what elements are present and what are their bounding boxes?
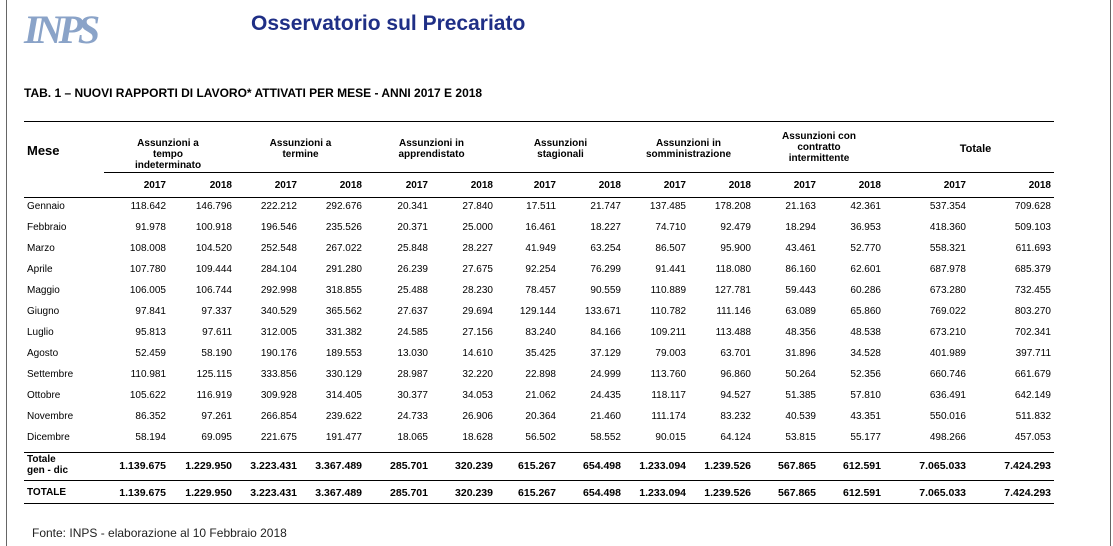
table-cell: 91.441 [655, 264, 686, 275]
month-label: Luglio [27, 327, 54, 338]
table-rule [24, 121, 1054, 122]
table-cell: 24.733 [397, 411, 428, 422]
table-cell: 76.299 [590, 264, 621, 275]
table-cell: 51.385 [785, 390, 816, 401]
table-cell: 27.840 [462, 201, 493, 212]
table-cell: 37.129 [590, 348, 621, 359]
table-cell: 106.744 [195, 285, 232, 296]
inps-logo: INPS [24, 7, 96, 52]
table-cell: 291.280 [325, 264, 362, 275]
table-cell: 106.005 [129, 285, 166, 296]
table-cell: 125.115 [196, 369, 232, 380]
table-cell: 110.782 [650, 306, 686, 317]
total-cell: 1.239.526 [704, 487, 751, 499]
table-cell: 558.321 [929, 243, 966, 254]
total-gen-dic-cell: 567.865 [778, 460, 816, 472]
table-cell: 34.528 [850, 348, 881, 359]
table-cell: 511.832 [1015, 411, 1051, 422]
group-header: Assunzioni a termine [269, 138, 332, 160]
table-cell: 63.254 [590, 243, 621, 254]
table-cell: 78.457 [525, 285, 556, 296]
table-cell: 28.230 [462, 285, 493, 296]
total-gen-dic-cell: 7.424.293 [1004, 460, 1051, 472]
table-rule [24, 452, 1054, 453]
table-rule [104, 172, 1054, 173]
month-label: Dicembre [27, 432, 70, 443]
table-cell: 65.860 [850, 306, 881, 317]
table-title: TAB. 1 – NUOVI RAPPORTI DI LAVORO* ATTIVATI PER MESE - ANNI 2017 E 2018 [24, 86, 483, 100]
table-cell: 457.053 [1014, 432, 1051, 443]
table-rule [24, 480, 1054, 481]
table-cell: 26.239 [397, 264, 428, 275]
total-cell: 320.239 [455, 487, 493, 499]
table-cell: 267.022 [325, 243, 362, 254]
month-label: Agosto [27, 348, 59, 359]
table-cell: 58.190 [201, 348, 232, 359]
table-cell: 239.622 [325, 411, 362, 422]
table-cell: 18.227 [590, 222, 621, 233]
table-cell: 91.978 [135, 222, 166, 233]
table-cell: 314.405 [325, 390, 362, 401]
table-cell: 64.124 [720, 432, 751, 443]
month-label: Giugno [27, 306, 60, 317]
month-label: Ottobre [27, 390, 61, 401]
table-cell: 18.628 [462, 432, 493, 443]
year-header: 2018 [728, 180, 751, 191]
table-cell: 25.000 [462, 222, 493, 233]
table-cell: 537.354 [929, 201, 966, 212]
table-cell: 95.900 [720, 243, 751, 254]
year-header: 2017 [533, 180, 556, 191]
table-cell: 111.174 [651, 411, 686, 422]
table-cell: 418.360 [929, 222, 966, 233]
table-cell: 35.425 [525, 348, 556, 359]
group-header: Assunzioni in apprendistato [398, 138, 465, 160]
table-cell: 190.176 [260, 348, 297, 359]
table-cell: 110.889 [650, 285, 686, 296]
table-cell: 63.089 [785, 306, 816, 317]
table-cell: 62.601 [850, 264, 881, 275]
total-cell: 1.139.675 [119, 487, 166, 499]
total-gen-dic-cell: 3.223.431 [250, 460, 297, 472]
table-cell: 25.488 [397, 285, 428, 296]
total-cell: 7.065.033 [919, 487, 966, 499]
table-cell: 52.770 [850, 243, 881, 254]
table-cell: 252.548 [260, 243, 297, 254]
table-cell: 55.177 [850, 432, 881, 443]
table-cell: 292.998 [260, 285, 297, 296]
table-cell: 29.694 [462, 306, 493, 317]
total-gen-dic-cell: 1.239.526 [704, 460, 751, 472]
month-label: Maggio [27, 285, 60, 296]
table-cell: 266.854 [260, 411, 297, 422]
table-cell: 24.435 [590, 390, 621, 401]
table-cell: 191.477 [325, 432, 362, 443]
table-cell: 48.356 [785, 327, 816, 338]
table-cell: 53.815 [785, 432, 816, 443]
table-cell: 330.129 [325, 369, 362, 380]
total-label: TOTALE [27, 487, 67, 498]
table-cell: 31.896 [785, 348, 816, 359]
table-cell: 27.637 [397, 306, 428, 317]
table-cell: 550.016 [929, 411, 966, 422]
table-cell: 222.212 [260, 201, 297, 212]
table-cell: 709.628 [1014, 201, 1051, 212]
total-cell: 3.223.431 [250, 487, 297, 499]
table-cell: 74.710 [655, 222, 686, 233]
table-cell: 116.919 [196, 390, 232, 401]
year-header: 2017 [663, 180, 686, 191]
table-cell: 97.611 [202, 327, 232, 338]
table-cell: 104.520 [195, 243, 232, 254]
table-cell: 105.622 [129, 390, 166, 401]
table-cell: 687.978 [929, 264, 966, 275]
table-cell: 63.701 [720, 348, 751, 359]
month-label: Gennaio [27, 201, 65, 212]
table-cell: 769.022 [929, 306, 966, 317]
table-cell: 498.266 [929, 432, 966, 443]
table-cell: 111.146 [716, 306, 751, 317]
table-cell: 24.585 [397, 327, 428, 338]
table-cell: 60.286 [850, 285, 881, 296]
table-cell: 642.149 [1014, 390, 1051, 401]
table-cell: 146.796 [195, 201, 232, 212]
table-cell: 365.562 [325, 306, 362, 317]
total-gen-dic-cell: 1.229.950 [185, 460, 232, 472]
table-cell: 69.095 [201, 432, 232, 443]
table-cell: 20.371 [397, 222, 428, 233]
total-gen-dic-cell: 3.367.489 [315, 460, 362, 472]
table-cell: 509.103 [1014, 222, 1051, 233]
table-cell: 56.502 [525, 432, 556, 443]
year-header: 2018 [209, 180, 232, 191]
table-cell: 284.104 [260, 264, 297, 275]
total-gen-dic-label: gen - dic [27, 465, 69, 476]
table-cell: 59.443 [785, 285, 816, 296]
table-cell: 129.144 [519, 306, 556, 317]
table-cell: 21.460 [590, 411, 621, 422]
group-header: Assunzioni in somministrazione [645, 138, 732, 160]
table-cell: 221.675 [260, 432, 297, 443]
table-cell: 90.559 [590, 285, 621, 296]
table-cell: 636.491 [929, 390, 966, 401]
table-cell: 137.485 [649, 201, 686, 212]
year-header: 2017 [274, 180, 297, 191]
total-cell: 654.498 [583, 487, 621, 499]
year-header: 2018 [1028, 180, 1051, 191]
table-cell: 43.351 [850, 411, 881, 422]
table-cell: 178.208 [714, 201, 751, 212]
table-cell: 58.194 [135, 432, 166, 443]
month-label: Marzo [27, 243, 55, 254]
table-cell: 333.856 [260, 369, 297, 380]
month-label: Settembre [27, 369, 74, 380]
table-cell: 92.479 [720, 222, 751, 233]
table-cell: 189.553 [325, 348, 362, 359]
total-cell: 1.233.094 [639, 487, 686, 499]
year-header: 2017 [793, 180, 816, 191]
table-cell: 50.264 [785, 369, 816, 380]
table-cell: 292.676 [325, 201, 362, 212]
year-header: 2017 [405, 180, 428, 191]
group-header: Totale [959, 143, 992, 155]
table-cell: 673.280 [929, 285, 966, 296]
table-cell: 13.030 [397, 348, 428, 359]
table-cell: 41.949 [525, 243, 556, 254]
table-cell: 107.780 [129, 264, 166, 275]
table-cell: 660.746 [929, 369, 966, 380]
table-cell: 309.928 [260, 390, 297, 401]
total-gen-dic-cell: 320.239 [455, 460, 493, 472]
table-cell: 86.507 [655, 243, 686, 254]
year-header: 2018 [470, 180, 493, 191]
table-cell: 27.675 [462, 264, 493, 275]
table-cell: 28.987 [397, 369, 428, 380]
table-cell: 86.352 [135, 411, 166, 422]
table-cell: 28.227 [462, 243, 493, 254]
table-cell: 109.211 [650, 327, 686, 338]
table-cell: 118.080 [715, 264, 751, 275]
table-cell: 702.341 [1014, 327, 1051, 338]
table-cell: 86.160 [785, 264, 816, 275]
month-column-header: Mese [27, 143, 60, 158]
table-cell: 95.813 [135, 327, 166, 338]
group-header: Assunzioni stagionali [533, 138, 588, 160]
total-gen-dic-cell: 7.065.033 [919, 460, 966, 472]
table-cell: 83.240 [525, 327, 556, 338]
table-cell: 97.841 [135, 306, 166, 317]
table-rule [24, 503, 1054, 504]
table-cell: 36.953 [850, 222, 881, 233]
table-cell: 21.163 [785, 201, 816, 212]
table-cell: 94.527 [720, 390, 751, 401]
total-gen-dic-cell: 1.139.675 [119, 460, 166, 472]
table-cell: 34.053 [462, 390, 493, 401]
table-cell: 100.918 [195, 222, 232, 233]
total-cell: 612.591 [843, 487, 881, 499]
table-cell: 127.781 [714, 285, 751, 296]
table-cell: 312.005 [260, 327, 297, 338]
table-cell: 14.610 [462, 348, 493, 359]
table-cell: 96.860 [720, 369, 751, 380]
table-cell: 90.015 [655, 432, 686, 443]
table-cell: 685.379 [1014, 264, 1051, 275]
table-cell: 48.538 [850, 327, 881, 338]
total-cell: 3.367.489 [315, 487, 362, 499]
table-cell: 43.461 [785, 243, 816, 254]
table-cell: 25.848 [397, 243, 428, 254]
table-cell: 109.444 [195, 264, 232, 275]
table-cell: 318.855 [325, 285, 362, 296]
month-label: Novembre [27, 411, 74, 422]
table-cell: 97.261 [201, 411, 232, 422]
year-header: 2017 [143, 180, 166, 191]
table-cell: 235.526 [325, 222, 362, 233]
table-cell: 20.341 [397, 201, 428, 212]
page-title: Osservatorio sul Precariato [251, 12, 526, 35]
total-gen-dic-cell: 612.591 [843, 460, 881, 472]
table-cell: 42.361 [850, 201, 881, 212]
table-cell: 340.529 [260, 306, 297, 317]
table-cell: 16.461 [525, 222, 556, 233]
table-cell: 17.511 [526, 201, 556, 212]
total-cell: 1.229.950 [185, 487, 232, 499]
table-cell: 196.546 [260, 222, 297, 233]
year-header: 2018 [858, 180, 881, 191]
total-gen-dic-cell: 654.498 [583, 460, 621, 472]
table-cell: 58.552 [590, 432, 621, 443]
table-cell: 21.062 [525, 390, 556, 401]
table-cell: 803.270 [1014, 306, 1051, 317]
table-cell: 97.337 [201, 306, 232, 317]
table-cell: 21.747 [590, 201, 621, 212]
table-cell: 24.999 [590, 369, 621, 380]
year-header: 2018 [339, 180, 362, 191]
table-cell: 20.364 [525, 411, 556, 422]
total-cell: 567.865 [778, 487, 816, 499]
table-cell: 118.642 [130, 201, 166, 212]
table-cell: 118.117 [651, 390, 686, 401]
group-header: Assunzioni a tempo indeterminato [134, 138, 202, 171]
total-gen-dic-cell: 285.701 [390, 460, 428, 472]
table-cell: 18.294 [785, 222, 816, 233]
table-cell: 84.166 [590, 327, 621, 338]
total-cell: 615.267 [518, 487, 556, 499]
table-cell: 79.003 [655, 348, 686, 359]
table-cell: 27.156 [462, 327, 493, 338]
table-cell: 133.671 [584, 306, 621, 317]
table-cell: 397.711 [1015, 348, 1051, 359]
table-cell: 40.539 [785, 411, 816, 422]
source-note: Fonte: INPS - elaborazione al 10 Febbraio 2018 [32, 526, 287, 540]
total-cell: 7.424.293 [1004, 487, 1051, 499]
total-cell: 285.701 [390, 487, 428, 499]
table-cell: 52.459 [135, 348, 166, 359]
table-cell: 108.008 [129, 243, 166, 254]
total-gen-dic-cell: 615.267 [518, 460, 556, 472]
table-cell: 113.488 [715, 327, 751, 338]
table-cell: 83.232 [720, 411, 751, 422]
table-cell: 30.377 [397, 390, 428, 401]
table-cell: 673.210 [929, 327, 966, 338]
table-cell: 110.981 [130, 369, 166, 380]
total-gen-dic-label: Totale [27, 454, 56, 465]
table-cell: 732.455 [1014, 285, 1051, 296]
table-cell: 611.693 [1015, 243, 1051, 254]
table-rule [24, 197, 1054, 198]
table-cell: 32.220 [462, 369, 493, 380]
table-cell: 113.760 [650, 369, 686, 380]
table-cell: 331.382 [325, 327, 362, 338]
month-label: Febbraio [27, 222, 67, 233]
table-cell: 26.906 [462, 411, 493, 422]
table-cell: 92.254 [525, 264, 556, 275]
year-header: 2018 [598, 180, 621, 191]
table-cell: 401.989 [929, 348, 966, 359]
table-cell: 57.810 [850, 390, 881, 401]
table-cell: 52.356 [850, 369, 881, 380]
table-cell: 22.898 [525, 369, 556, 380]
year-header: 2017 [943, 180, 966, 191]
group-header: Assunzioni con contratto intermittente [782, 131, 856, 164]
table-cell: 661.679 [1014, 369, 1051, 380]
total-gen-dic-cell: 1.233.094 [639, 460, 686, 472]
month-label: Aprile [27, 264, 53, 275]
table-cell: 18.065 [397, 432, 428, 443]
